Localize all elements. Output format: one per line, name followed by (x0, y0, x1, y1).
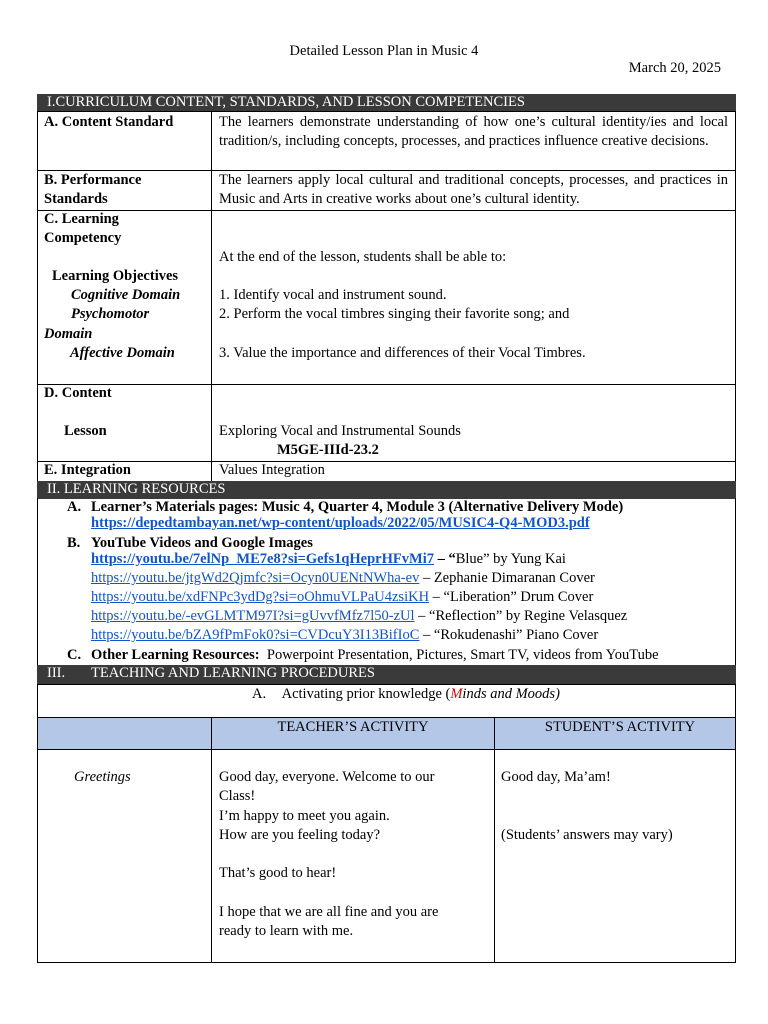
resource-c-text: Powerpoint Presentation, Pictures, Smart TV, videos from YouTube (266, 647, 659, 663)
content-standard-text: The learners demonstrate understanding of how one’s cultural identity/ies and local tradition/s, including concepts, processes, and practices influence creative decisions. (219, 114, 728, 150)
resource-b-text: YouTube Videos and Google Images (91, 535, 313, 551)
teacher-line (219, 845, 489, 864)
performance-label-cell (37, 170, 212, 211)
resource-b-marker: B. (67, 535, 81, 551)
video-link-row (91, 626, 598, 645)
resource-c-label: Other Learning Resources: (91, 647, 260, 663)
video-link-sep: – “ (433, 551, 456, 567)
content-standard-label: A. Content Standard (44, 114, 174, 130)
teacher-line: I hope that we are all fine and you are (219, 904, 439, 921)
teacher-activity-cell (211, 749, 495, 963)
content-standard-label-cell (37, 111, 212, 171)
video-link-desc: Blue” by Yung Kai (455, 551, 566, 567)
resource-c-marker: C. (67, 647, 82, 663)
video-link-sep: – (419, 627, 434, 643)
student-header: STUDENT’S ACTIVITY (544, 719, 696, 735)
performance-label: B. Performance Standards (44, 172, 142, 208)
lesson-code: M5GE-IIId-23.2 (277, 442, 379, 458)
activity-subheading-text: Activating prior knowledge ( (281, 686, 451, 702)
video-link-sep: – (429, 589, 444, 605)
domain-label: Domain (44, 326, 93, 342)
section-3-heading (37, 665, 736, 684)
video-link-desc: “Rokudenashi” Piano Cover (433, 627, 599, 643)
objectives-intro: At the end of the lesson, students shall be able to: (219, 249, 507, 265)
greetings-label: Greetings (74, 769, 131, 785)
teacher-line: Good day, everyone. Welcome to our (219, 769, 435, 785)
student-line-2: (Students’ answers may vary) (501, 827, 673, 843)
content-label-cell (37, 384, 212, 462)
cognitive-label: Cognitive Domain (71, 287, 181, 303)
affective-label: Affective Domain (70, 345, 175, 361)
content-standard-cell (211, 111, 736, 171)
objective-3: 3. Value the importance and differences of their Vocal Timbres. (219, 345, 586, 361)
video-link[interactable]: https://youtu.be/jtgWd2Qjmfc?si=Ocyn0UENtNWha-ev (91, 570, 420, 586)
resource-c-row (91, 646, 659, 665)
resource-a-text: Learner’s Materials pages: Music 4, Quarter 4, Module 3 (Alternative Delivery Mode) (91, 499, 624, 515)
competency-label: C. Learning Competency (44, 211, 122, 247)
objective-1: 1. Identify vocal and instrument sound. (219, 287, 447, 303)
integration-label-cell (37, 461, 212, 482)
video-link[interactable]: https://youtu.be/7elNp_ME7e8?si=Gefs1qHeprHFvMi7 (91, 551, 434, 567)
video-link-row (91, 607, 627, 626)
objective-2: 2. Perform the vocal timbres singing their favorite song; and (219, 306, 570, 322)
psychomotor-label: Psychomotor (71, 306, 150, 322)
section-1-heading: I.CURRICULUM CONTENT, STANDARDS, AND LESSON COMPETENCIES (37, 94, 736, 112)
teacher-line: That’s good to hear! (219, 865, 337, 882)
document-date: March 20, 2025 (628, 60, 721, 76)
student-header-cell (494, 717, 736, 750)
section-3-number: III. (47, 665, 66, 681)
resources-block (37, 498, 736, 666)
video-link-sep: – (419, 570, 434, 586)
activity-subheading-marker: A. (252, 686, 267, 702)
greetings-label-cell (37, 749, 212, 963)
performance-text: The learners apply local cultural and traditional concepts, processes, and practices in Music and Arts in creative works about one’s cultural identity. (219, 172, 728, 208)
video-link-desc: Zephanie Dimaranan Cover (433, 570, 595, 586)
teacher-line: I’m happy to meet you again. (219, 807, 390, 824)
video-link[interactable]: https://youtu.be/bZA9fPmFok0?si=CVDcuY3I13BifIoC (91, 627, 420, 643)
video-link-desc: “Liberation” Drum Cover (443, 589, 594, 605)
student-activity-cell (494, 749, 736, 963)
teacher-line: Class! (219, 788, 256, 805)
teacher-header-cell (211, 717, 495, 750)
video-link-row (91, 550, 566, 569)
video-link-row (91, 588, 593, 607)
video-link[interactable]: https://youtu.be/-evGLMTM97I?si=gUvvfMfz7l50-zUl (91, 608, 415, 624)
integration-cell (211, 461, 736, 482)
video-link-sep: – (414, 608, 430, 624)
lesson-title: Exploring Vocal and Instrumental Sounds (219, 423, 461, 439)
section-2-heading: II. LEARNING RESOURCES (37, 481, 736, 499)
video-link-desc: “Reflection” by Regine Velasquez (429, 608, 628, 624)
objectives-label: Learning Objectives (52, 268, 179, 284)
lesson-label: Lesson (64, 423, 107, 439)
resource-a-link[interactable]: https://depedtambayan.net/wp-content/uploads/2022/05/MUSIC4-Q4-MOD3.pdf (91, 515, 590, 531)
resource-a-marker: A. (67, 499, 82, 515)
section-3-title: TEACHING AND LEARNING PROCEDURES (91, 665, 375, 681)
integration-text: Values Integration (219, 462, 325, 478)
teacher-line: ready to learn with me. (219, 923, 354, 940)
document-title: Detailed Lesson Plan in Music 4 (289, 43, 479, 59)
teacher-line (219, 884, 489, 903)
student-line-1: Good day, Ma’am! (501, 769, 611, 785)
content-label: D. Content (44, 385, 112, 401)
performance-cell (211, 170, 736, 211)
activity-subheading-m: M (450, 686, 463, 702)
activity-subheading-rest: inds and Moods) (462, 686, 560, 702)
activity-header-blank (37, 717, 212, 750)
lesson-cell (211, 384, 736, 462)
teacher-header: TEACHER’S ACTIVITY (277, 719, 429, 735)
activity-subheading-cell (37, 684, 736, 718)
teacher-line: How are you feeling today? (219, 826, 381, 843)
activity-subheading (253, 685, 560, 704)
competency-label-cell (37, 210, 212, 385)
video-link-row (91, 569, 595, 588)
integration-label: E. Integration (44, 462, 131, 478)
teacher-lines (219, 768, 489, 942)
video-link[interactable]: https://youtu.be/xdFNPc3ydDg?si=oOhmuVLPaU4zsiKH (91, 589, 430, 605)
objectives-cell (211, 210, 736, 385)
